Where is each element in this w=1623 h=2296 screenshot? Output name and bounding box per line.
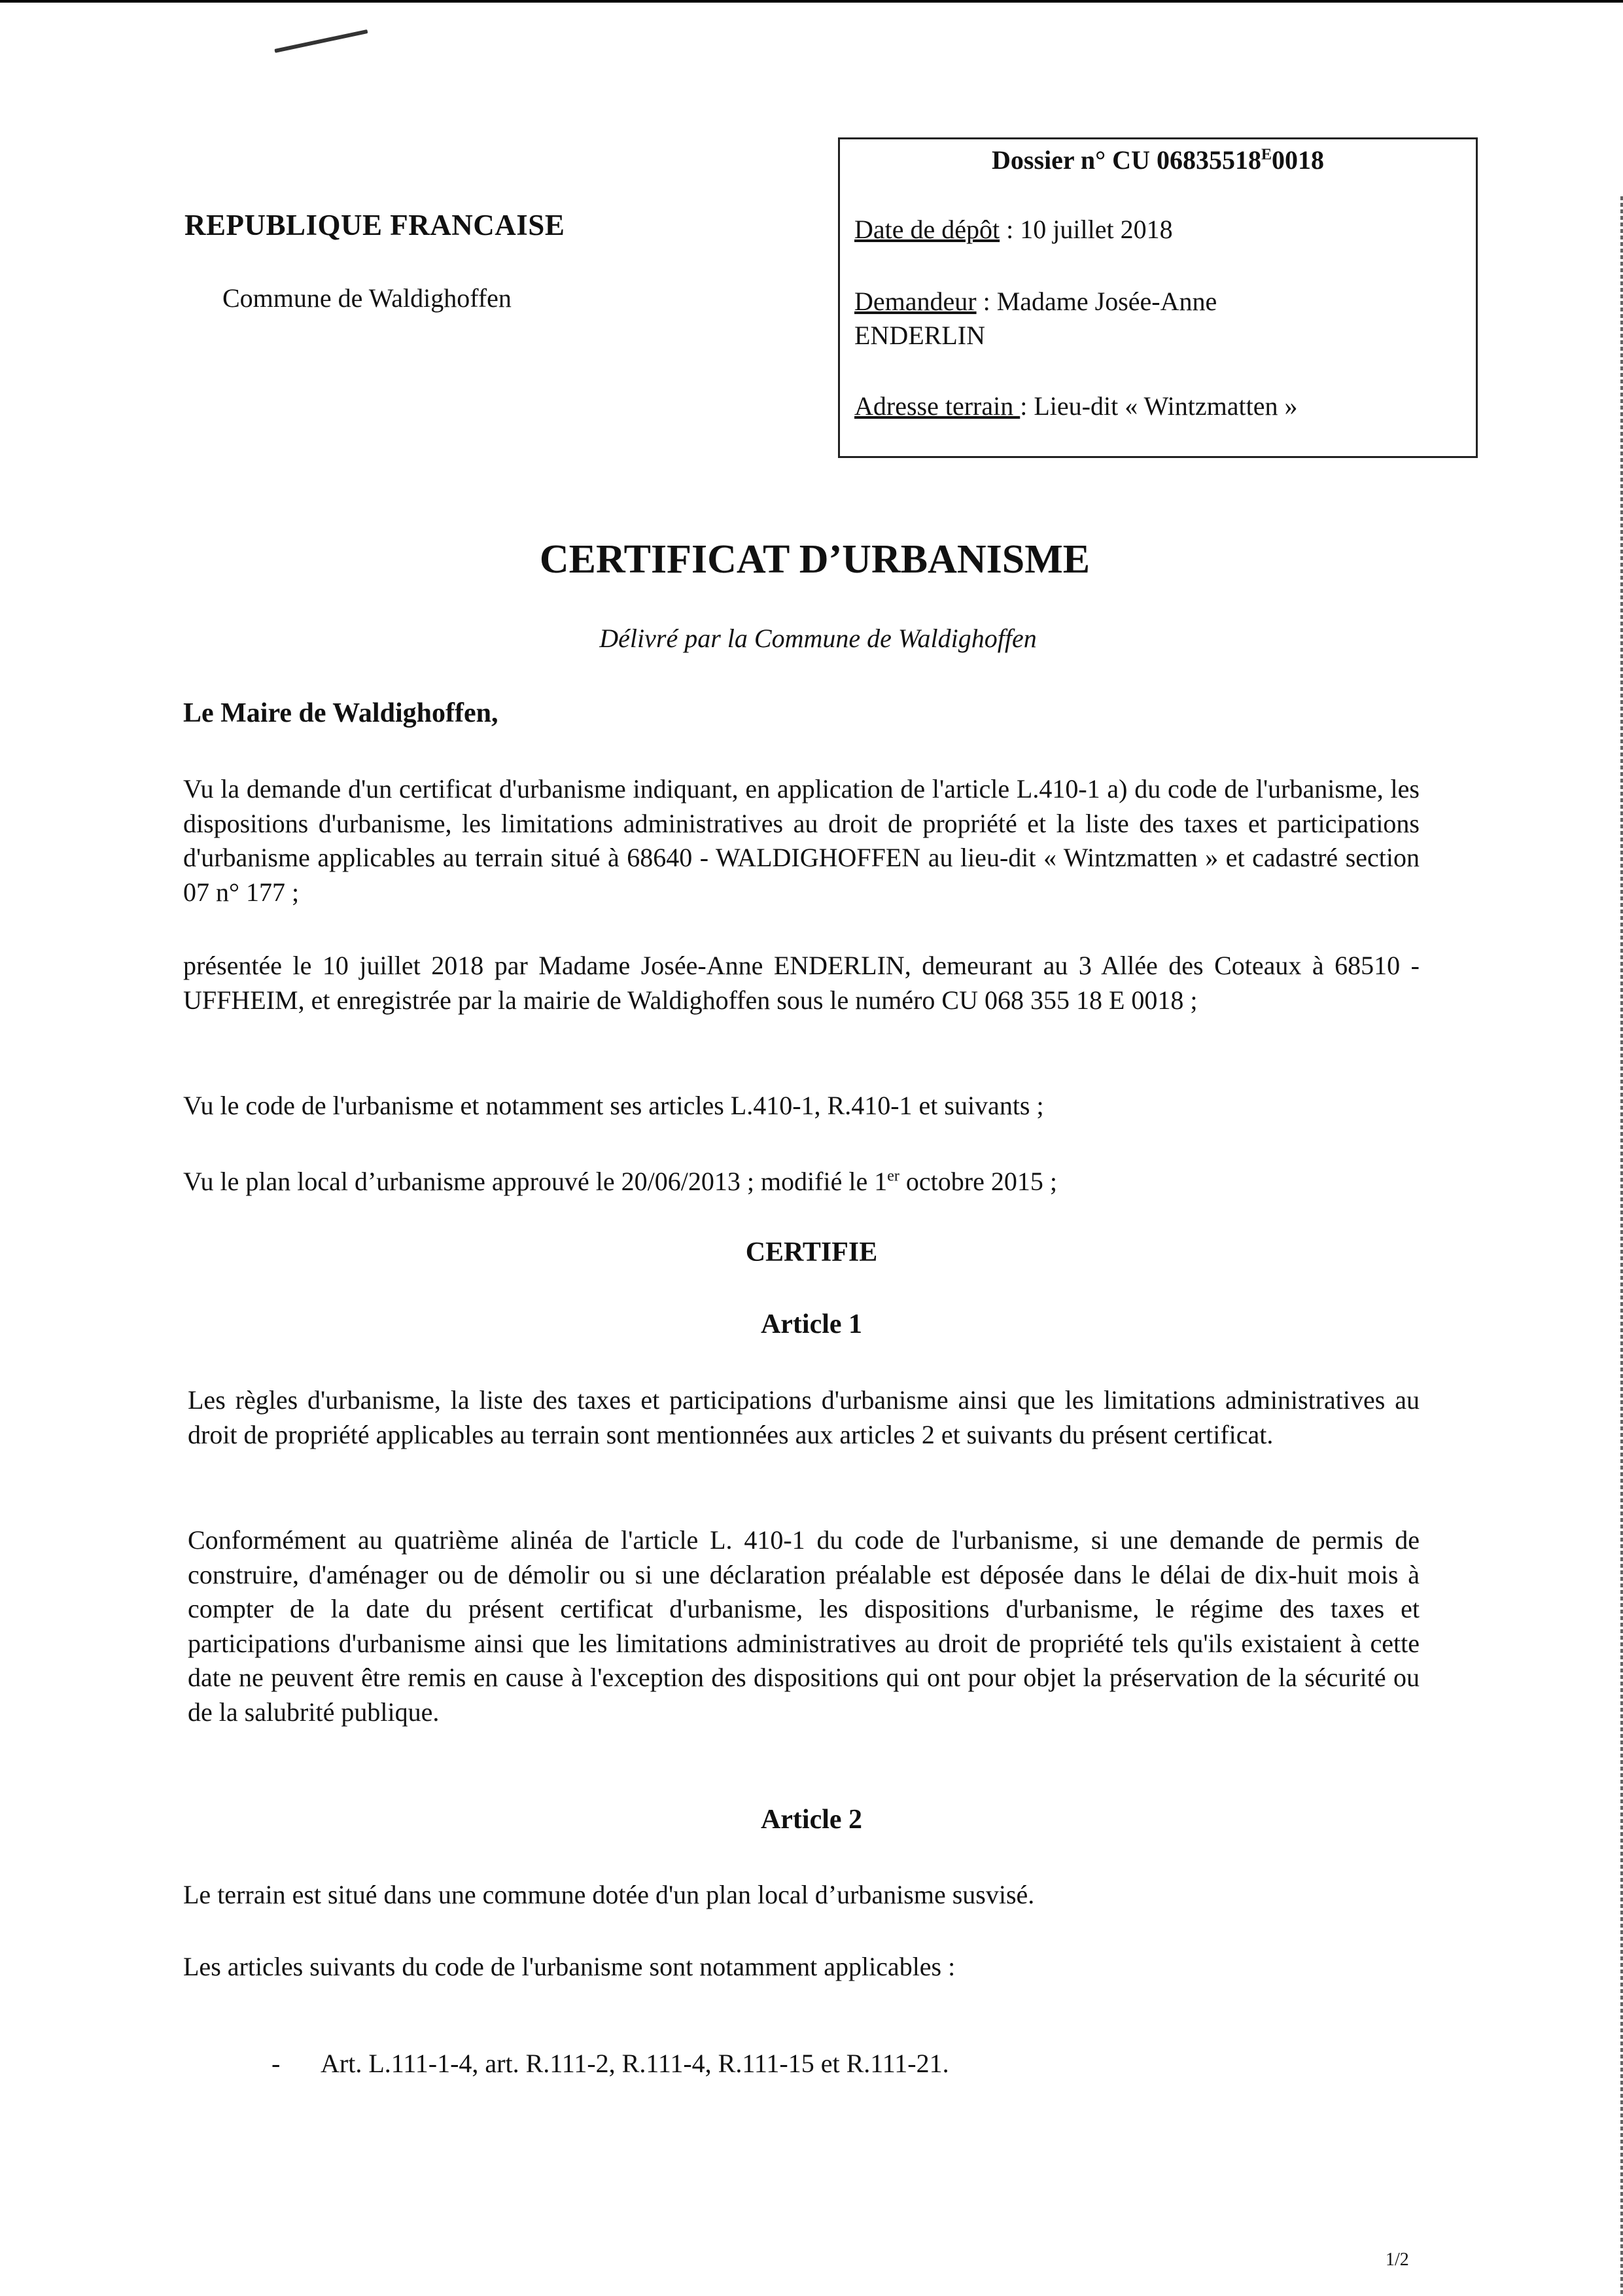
applicant-label: Demandeur	[854, 287, 977, 316]
scan-edge-top	[0, 0, 1623, 3]
deposit-date	[854, 213, 1173, 247]
issuer-heading: Le Maire de Waldighoffen,	[183, 698, 498, 728]
commune-name: Commune de Waldighoffen	[222, 283, 512, 313]
consideration-request: Vu la demande d'un certificat d'urbanisme indiquant, en application de l'article L.410-1 a) du code de l'urbanisme, les dispositions d'urbanisme, les limitations administratives au droit de propriété et la liste des taxes et participations d'urbanisme applicables au terrain situé à 68640 - WALDIGHOFFEN au lieu-dit « Wintzmatten » et cadastré section 07 n° 177 ;	[183, 774, 1420, 907]
plu-text-end: octobre 2015 ;	[899, 1167, 1057, 1196]
article-2-paragraph: Le terrain est situé dans une commune dotée d'un plan local d’urbanisme susvisé.	[183, 1880, 1035, 1909]
dossier-number-suffix: 0018	[1271, 145, 1324, 175]
article-2-paragraph: Les articles suivants du code de l'urbanisme sont notamment applicables :	[183, 1952, 956, 1981]
dossier-number-prefix: Dossier n° CU 06835518	[992, 145, 1261, 175]
plu-sup: er	[887, 1167, 899, 1185]
dossier-box	[838, 137, 1478, 458]
land-address-label: Adresse terrain	[854, 391, 1021, 421]
applicable-articles-text: Art. L.111-1-4, art. R.111-2, R.111-4, R.111-15 et R.111-21.	[321, 2049, 949, 2078]
plu-text: Vu le plan local d’urbanisme approuvé le 20/06/2013 ; modifié le 1	[183, 1167, 888, 1196]
document-title: CERTIFICAT D’URBANISME	[539, 537, 1091, 582]
applicant	[854, 285, 1217, 353]
dossier-number	[840, 145, 1476, 175]
land-address	[854, 389, 1297, 423]
article-1-heading: Article 1	[760, 1309, 863, 1339]
page-number: 1/2	[1386, 2250, 1409, 2270]
consideration-plu	[183, 1165, 1420, 1199]
article-1-paragraph: Les règles d'urbanisme, la liste des taxes et participations d'urbanisme ainsi que les limitations administratives au droit de propriété applicables au terrain sont mentionnées aux articles 2 et suivants du présent certificat.	[188, 1385, 1420, 1449]
dossier-number-sup: E	[1261, 146, 1272, 164]
bullet-dash: -	[271, 2049, 281, 2078]
land-address-value: : Lieu-dit « Wintzmatten »	[1020, 391, 1298, 421]
article-2-heading: Article 2	[760, 1805, 863, 1835]
republic-heading: REPUBLIQUE FRANCAISE	[184, 209, 565, 241]
deposit-date-value: : 10 juillet 2018	[1000, 215, 1173, 244]
certifie-heading: CERTIFIE	[745, 1237, 878, 1267]
applicant-value-line2: ENDERLIN	[854, 321, 985, 350]
applicant-value: : Madame Josée-Anne	[976, 287, 1217, 316]
document-subtitle: Délivré par la Commune de Waldighoffen	[599, 624, 1037, 653]
deposit-date-label: Date de dépôt	[854, 215, 1000, 244]
consideration-code: Vu le code de l'urbanisme et notamment ses articles L.410-1, R.410-1 et suivants ;	[183, 1091, 1044, 1120]
consideration-presented: présentée le 10 juillet 2018 par Madame Josée-Anne ENDERLIN, demeurant au 3 Allée des Coteaux à 68510 - UFFHEIM, et enregistrée par la mairie de Waldighoffen sous le numéro CU 068 355 18 E 0018 ;	[183, 951, 1420, 1015]
article-1-paragraph: Conformément au quatrième alinéa de l'article L. 410-1 du code de l'urbanisme, si une demande de permis de construire, d'aménager ou de démolir ou si une déclaration préalable est déposée dans le délai de dix-huit mois à compter de la date du présent certificat d'urbanisme, les dispositions d'urbanisme, le régime des taxes et participations d'urbanisme ainsi que les limitations administratives au droit de propriété tels qu'ils existaient à cette date ne peuvent être remis en cause à l'exception des dispositions qui ont pour objet la préservation de la sécurité ou de la salubrité publique.	[188, 1525, 1420, 1727]
staple-mark	[274, 29, 368, 53]
applicable-articles-item	[271, 2048, 949, 2079]
